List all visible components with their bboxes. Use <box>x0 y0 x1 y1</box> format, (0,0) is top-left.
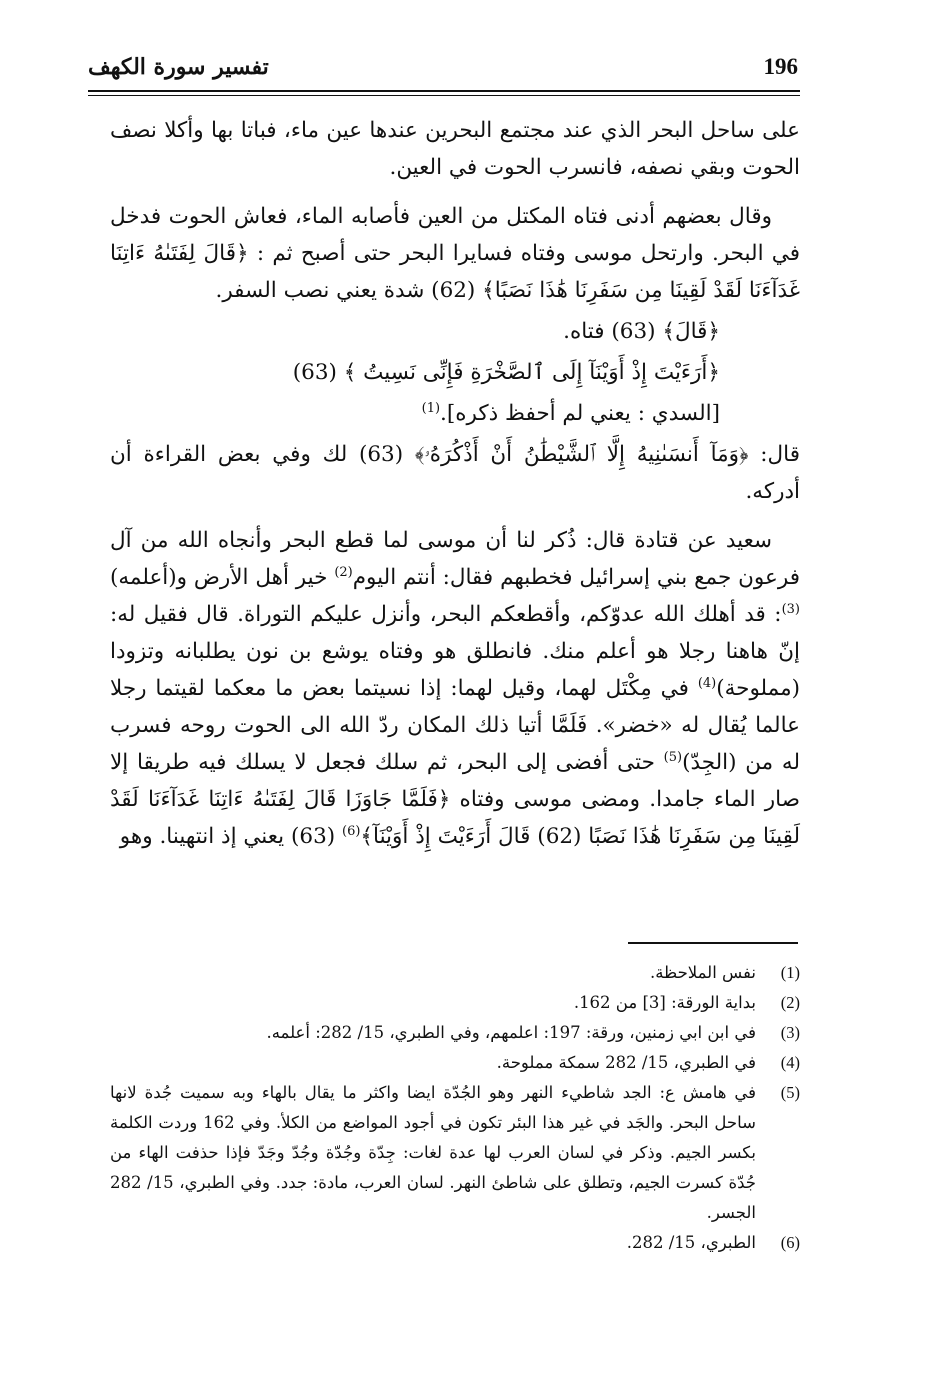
footnotes <box>110 958 800 1258</box>
paragraph-7-part-6: (63) يعني إذ انتهينا. وهو <box>119 824 336 849</box>
footnote-marker-2: (2) <box>334 564 353 580</box>
paragraph-7 <box>110 522 800 855</box>
footnote-rule <box>628 942 798 944</box>
footnote-number: (3) <box>780 1023 800 1042</box>
footnote-number: (1) <box>780 963 800 982</box>
footnote-3 <box>110 1018 800 1048</box>
footnote-text: في ابن ابي زمنين، ورقة: 197: اعلمهم، وفي الطبري، 15/ 282: أعلمه. <box>266 1023 756 1042</box>
footnote-text: نفس الملاحظة. <box>649 963 756 982</box>
footnote-text: في الطبري، 15/ 282 سمكة مملوحة. <box>496 1053 756 1072</box>
paragraph-1: على ساحل البحر الذي عند مجتمع البحرين عندها عين ماء، فباتا بها وأكلا نصف الحوت وبقي نصفه، فانسرب الحوت في العين. <box>110 118 800 180</box>
footnote-marker-5: (5) <box>663 749 683 765</box>
footnote-number: (5) <box>780 1083 800 1102</box>
footnote-marker-1: (1) <box>421 400 441 416</box>
footnote-4 <box>110 1048 800 1078</box>
footnote-marker-6: (6) <box>341 823 361 839</box>
footnote-number: (6) <box>780 1233 800 1252</box>
paragraph-7-part-3: : قد أهلك الله عدوّكم، وأقطعكم البحر، وأنزل عليكم التوراة. قال فقيل له: إنّ هاهنا رجلا هو أعلم منك. فانطلق هو وفتاه يوشع بن نون يطلبانه وتزودا (مملوحة) <box>110 602 801 701</box>
footnote-1 <box>110 958 800 988</box>
footnote-5 <box>110 1078 800 1228</box>
footnote-text: الطبري، 15/ 282. <box>626 1233 756 1252</box>
paragraph-7-part-4: في مِكْتَل لهما، وقيل لهما: إذا نسيتما بعض ما معكما لقيتما رجلا عالما يُقال له «خضر». فَلَمَّا أتيا ذلك المكان ردّ الله الى الحوت روحه فسرب له من (الجِدّ) <box>110 676 801 775</box>
paragraph-3: ﴿قَالَ﴾ (63) فتاه. <box>563 319 720 344</box>
header-rule-thick <box>88 90 800 92</box>
page-header <box>88 50 798 86</box>
paragraph-5-text: [السدي : يعني لم أحفظ ذكره]. <box>440 401 720 426</box>
paragraph-6: قال: ﴿وَمَآ أَنسَىٰنِيهُ إِلَّا ٱلشَّيْطَٰنُ أَنْ أَذْكُرَهُۥ﴾ (63) لك وفي بعض القراءة أن أدركه. <box>110 442 800 504</box>
paragraph-7-part-2: خير أهل الأرض و(أعلمه) <box>110 565 328 590</box>
footnote-6 <box>110 1228 800 1258</box>
running-title: تفسير سورة الكهف <box>88 54 269 80</box>
footnote-marker-4: (4) <box>697 675 717 691</box>
footnote-text: في هامش ع: الجد شاطيء النهر وهو الجُدّة ايضا واكثر ما يقال بالهاء وبه سميت جُدة لانها ساحل البحر. والجَد في غير هذا البئر تكون في أجود المواضع من الكلأ. وفي 162 وردت الكلمة بكسر الجيم. وذكر في لسان العرب لها عدة لغات: جِدّة وجُدّة وجُدّ وجَدّ فإذا حذفت الهاء من جُدّة كسرت الجيم، وتطلق على شاطئ النهر. لسان العرب، مادة: جدد. وفي الطبري، 15/ 282 الجسر. <box>110 1083 757 1222</box>
footnote-number: (2) <box>780 993 800 1012</box>
page-number: 196 <box>763 54 798 79</box>
paragraph-7-part-1: سعيد عن قتادة قال: ذُكر لنا أن موسى لما قطع البحر وأنجاه الله من آل فرعون جمع بني إسرائيل فخطبهم فقال: أنتم اليوم <box>110 528 800 590</box>
footnote-marker-3: (3) <box>781 601 800 617</box>
header-rule-thin <box>88 95 800 96</box>
footnote-number: (4) <box>780 1053 800 1072</box>
footnote-2 <box>110 988 800 1018</box>
paragraph-5 <box>110 395 800 432</box>
main-text <box>110 112 800 867</box>
footnote-text: بداية الورقة: [3] من 162. <box>573 993 756 1012</box>
paragraph-4: ﴿أَرَءَيْتَ إِذْ أَوَيْنَآ إِلَى ٱلصَّخْرَةِ فَإِنِّى نَسِيتُ ﴾ (63) <box>292 360 720 385</box>
paragraph-2: وقال بعضهم أدنى فتاه المكتل من العين فأصابه الماء، فعاش الحوت فدخل في البحر. وارتحل موسى وفتاه فسايرا البحر حتى أصبح ثم : ﴿قَالَ لِفَتَىٰهُ ءَاتِنَا غَدَآءَنَا لَقَدْ لَقِينَا مِن سَفَرِنَا هَٰذَا نَصَبًا﴾ (62) شدة يعني نصب السفر. <box>110 204 800 303</box>
paragraph-7-part-5: حتى أفضى إلى البحر، ثم سلك فجعل لا يسلك فيه طريقا إلا صار الماء جامدا. ومضى موسى وفتاه ﴿فَلَمَّا جَاوَزَا قَالَ لِفَتَىٰهُ ءَاتِنَا غَدَآءَنَا لَقَدْ لَقِينَا مِن سَفَرِنَا هَٰذَا نَصَبًا (62) قَالَ أَرَءَيْتَ إِذْ أَوَيْنَآ﴾ <box>110 750 800 849</box>
